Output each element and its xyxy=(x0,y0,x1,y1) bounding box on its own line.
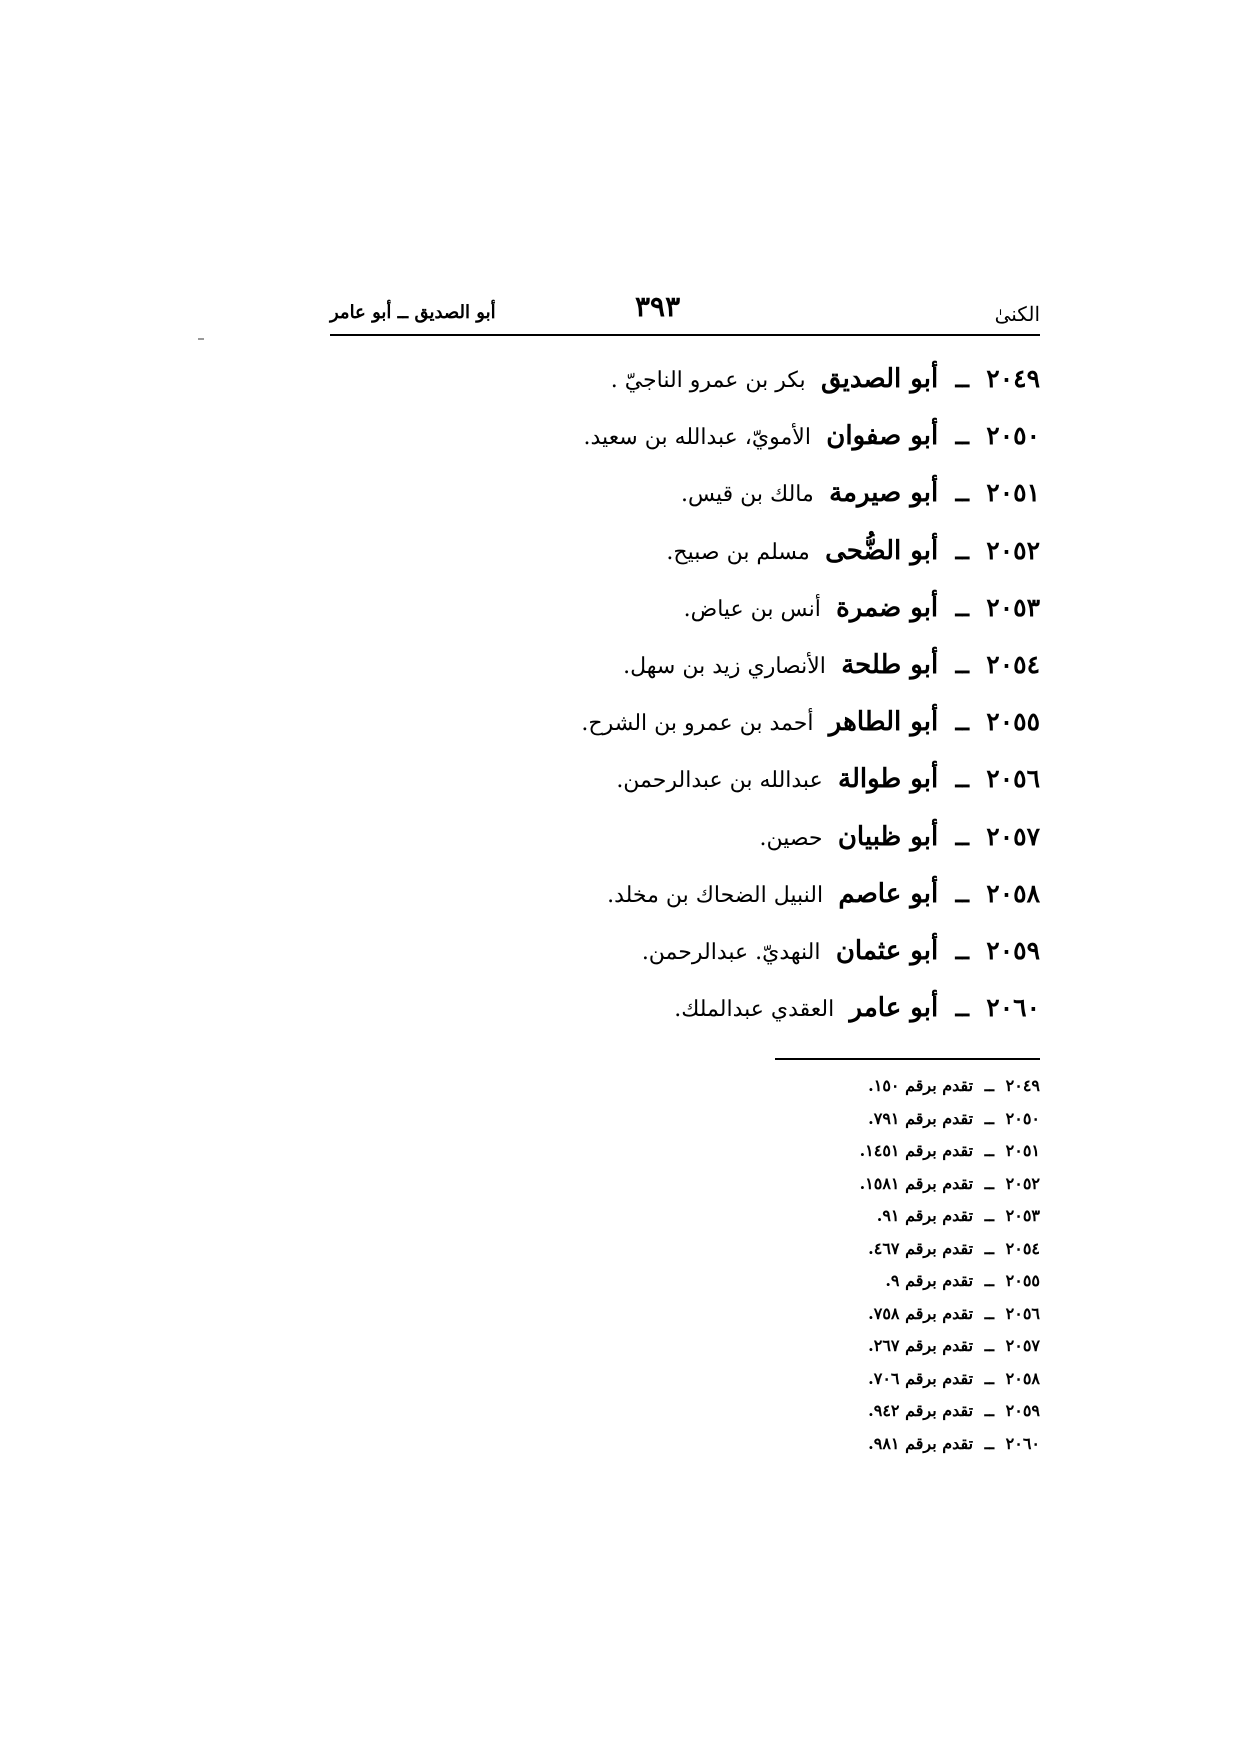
entry-number: ٢٠٥٤ xyxy=(986,649,1040,679)
entry-dash: ــ xyxy=(955,823,969,851)
entry-description: الأمويّ، عبدالله بن سعيد. xyxy=(583,425,811,451)
footnote-rule xyxy=(775,1058,1040,1060)
footnote-row xyxy=(330,1103,1040,1136)
entry-row xyxy=(330,350,1040,407)
entry-dash: ــ xyxy=(955,651,969,679)
entry-description: أنس بن عياض. xyxy=(683,596,821,622)
footnote-dash: ــ xyxy=(984,1401,995,1421)
entry-number: ٢٠٥٩ xyxy=(986,935,1040,965)
entry-list xyxy=(330,350,1040,1036)
entry-kunya: أبو عثمان xyxy=(835,935,939,966)
footnote-number: ٢٠٥٣ xyxy=(1005,1206,1040,1226)
footnote-text: تقدم برقم ٩٨١. xyxy=(868,1433,974,1453)
entry-description: أحمد بن عمرو بن الشرح. xyxy=(581,711,814,737)
entry-dash: ــ xyxy=(955,995,969,1023)
footnote-dash: ــ xyxy=(984,1368,995,1388)
entry-row xyxy=(330,579,1040,636)
footnote-number: ٢٠٥٨ xyxy=(1005,1368,1040,1388)
footnote-dash: ــ xyxy=(984,1206,995,1226)
entry-dash: ــ xyxy=(955,766,969,794)
entry-number: ٢٠٥٣ xyxy=(986,592,1040,622)
entry-number: ٢٠٥٧ xyxy=(986,821,1040,851)
entry-kunya: أبو الضُّحى xyxy=(825,535,939,566)
entry-row xyxy=(330,636,1040,693)
entry-kunya: أبو الصديق xyxy=(820,364,939,394)
entry-row xyxy=(330,865,1040,922)
entry-row xyxy=(330,922,1040,979)
footnote-dash: ــ xyxy=(984,1336,995,1356)
entry-dash: ــ xyxy=(955,537,969,565)
footnote-row xyxy=(330,1363,1040,1396)
entry-dash: ــ xyxy=(955,594,969,622)
footnote-text: تقدم برقم ١٥٠. xyxy=(868,1076,974,1096)
entry-number: ٢٠٥٦ xyxy=(986,764,1040,794)
entry-description: العقدي عبدالملك. xyxy=(674,997,835,1023)
footnote-text: تقدم برقم ٩١. xyxy=(876,1206,974,1226)
entry-number: ٢٠٥١ xyxy=(986,478,1040,508)
footnote-row xyxy=(330,1233,1040,1266)
margin-mark xyxy=(198,338,204,340)
footnote-number: ٢٠٥٦ xyxy=(1005,1303,1040,1323)
entry-kunya: أبو صفوان xyxy=(826,421,939,452)
footnote-row xyxy=(330,1298,1040,1331)
page-number: ٣٩٣ xyxy=(635,290,681,323)
entry-row xyxy=(330,693,1040,750)
entry-description: بكر بن عمرو الناجيّ . xyxy=(610,368,806,393)
entry-dash: ــ xyxy=(955,480,969,508)
footnote-row xyxy=(330,1265,1040,1298)
footnote-text: تقدم برقم ١٤٥١. xyxy=(859,1141,974,1161)
entry-kunya: أبو صيرمة xyxy=(829,478,939,509)
running-header xyxy=(330,290,1040,336)
entry-number: ٢٠٥٥ xyxy=(986,707,1040,737)
entry-row xyxy=(330,979,1040,1036)
footnote-number: ٢٠٥٩ xyxy=(1005,1401,1040,1421)
entry-dash: ــ xyxy=(955,366,969,393)
footnote-number: ٢٠٥٥ xyxy=(1005,1271,1040,1291)
footnote-dash: ــ xyxy=(984,1433,995,1453)
entry-dash: ــ xyxy=(955,880,969,908)
page xyxy=(330,290,1040,1460)
footnote-dash: ــ xyxy=(984,1173,995,1193)
header-range: أبو الصديق ــ أبو عامر xyxy=(330,302,496,323)
entry-kunya: أبو الطاهر xyxy=(828,707,939,738)
footnote-number: ٢٠٥٤ xyxy=(1005,1238,1040,1258)
footnote-dash: ــ xyxy=(984,1076,995,1096)
entry-description: النهديّ. عبدالرحمن. xyxy=(641,939,821,965)
entry-description: الأنصاري زيد بن سهل. xyxy=(623,653,826,679)
entry-description: مسلم بن صبيح. xyxy=(666,539,810,565)
footnote-list xyxy=(330,1070,1040,1460)
footnote-dash: ــ xyxy=(984,1141,995,1161)
footnote-text: تقدم برقم ٤٦٧. xyxy=(868,1238,974,1258)
footnote-number: ٢٠٥٢ xyxy=(1005,1173,1040,1193)
footnote-row xyxy=(330,1428,1040,1461)
footnote-text: تقدم برقم ٩٤٢. xyxy=(868,1401,974,1421)
entry-row xyxy=(330,464,1040,521)
entry-kunya: أبو عاصم xyxy=(838,878,939,909)
entry-row xyxy=(330,750,1040,807)
footnote-dash: ــ xyxy=(984,1238,995,1258)
footnote-number: ٢٠٥٠ xyxy=(1005,1108,1040,1128)
entry-kunya: أبو عامر xyxy=(849,993,939,1024)
entry-number: ٢٠٦٠ xyxy=(986,993,1040,1023)
entry-description: حصين. xyxy=(759,825,823,851)
footnote-dash: ــ xyxy=(984,1303,995,1323)
entry-kunya: أبو ضمرة xyxy=(836,592,939,623)
entry-number: ٢٠٥٠ xyxy=(986,421,1040,451)
entry-dash: ــ xyxy=(955,423,969,451)
footnote-row xyxy=(330,1070,1040,1103)
entry-row xyxy=(330,522,1040,579)
entry-row xyxy=(330,407,1040,464)
entry-number: ٢٠٥٢ xyxy=(986,535,1040,565)
entry-kunya: أبو طلحة xyxy=(841,649,939,680)
entry-dash: ــ xyxy=(955,937,969,965)
entry-description: النبيل الضحاك بن مخلد. xyxy=(607,882,824,908)
footnote-text: تقدم برقم ١٥٨١. xyxy=(859,1173,974,1193)
footnote-row xyxy=(330,1330,1040,1363)
footnote-number: ٢٠٦٠ xyxy=(1005,1433,1040,1453)
entry-row xyxy=(330,808,1040,865)
footnote-row xyxy=(330,1200,1040,1233)
footnote-row xyxy=(330,1135,1040,1168)
footnote-text: تقدم برقم ٩. xyxy=(885,1271,974,1291)
footnote-number: ٢٠٥٧ xyxy=(1005,1336,1040,1356)
entry-kunya: أبو طوالة xyxy=(838,764,939,795)
footnote-number: ٢٠٥١ xyxy=(1005,1141,1040,1161)
footnote-text: تقدم برقم ٧٩١. xyxy=(868,1108,974,1128)
footnote-dash: ــ xyxy=(984,1108,995,1128)
entry-number: ٢٠٤٩ xyxy=(986,364,1040,393)
footnote-number: ٢٠٤٩ xyxy=(1005,1076,1040,1096)
footnote-dash: ــ xyxy=(984,1271,995,1291)
footnote-row xyxy=(330,1395,1040,1428)
entry-kunya: أبو ظبيان xyxy=(837,821,939,852)
entry-dash: ــ xyxy=(955,709,969,737)
footnote-row xyxy=(330,1168,1040,1201)
footnote-text: تقدم برقم ٧٥٨. xyxy=(868,1303,974,1323)
footnote-text: تقدم برقم ٢٦٧. xyxy=(868,1336,974,1356)
entry-description: مالك بن قيس. xyxy=(680,482,814,508)
footnote-text: تقدم برقم ٧٠٦. xyxy=(868,1368,974,1388)
entry-number: ٢٠٥٨ xyxy=(986,878,1040,908)
entry-description: عبدالله بن عبدالرحمن. xyxy=(616,768,823,794)
header-book-section: الكنىٰ xyxy=(994,302,1040,326)
